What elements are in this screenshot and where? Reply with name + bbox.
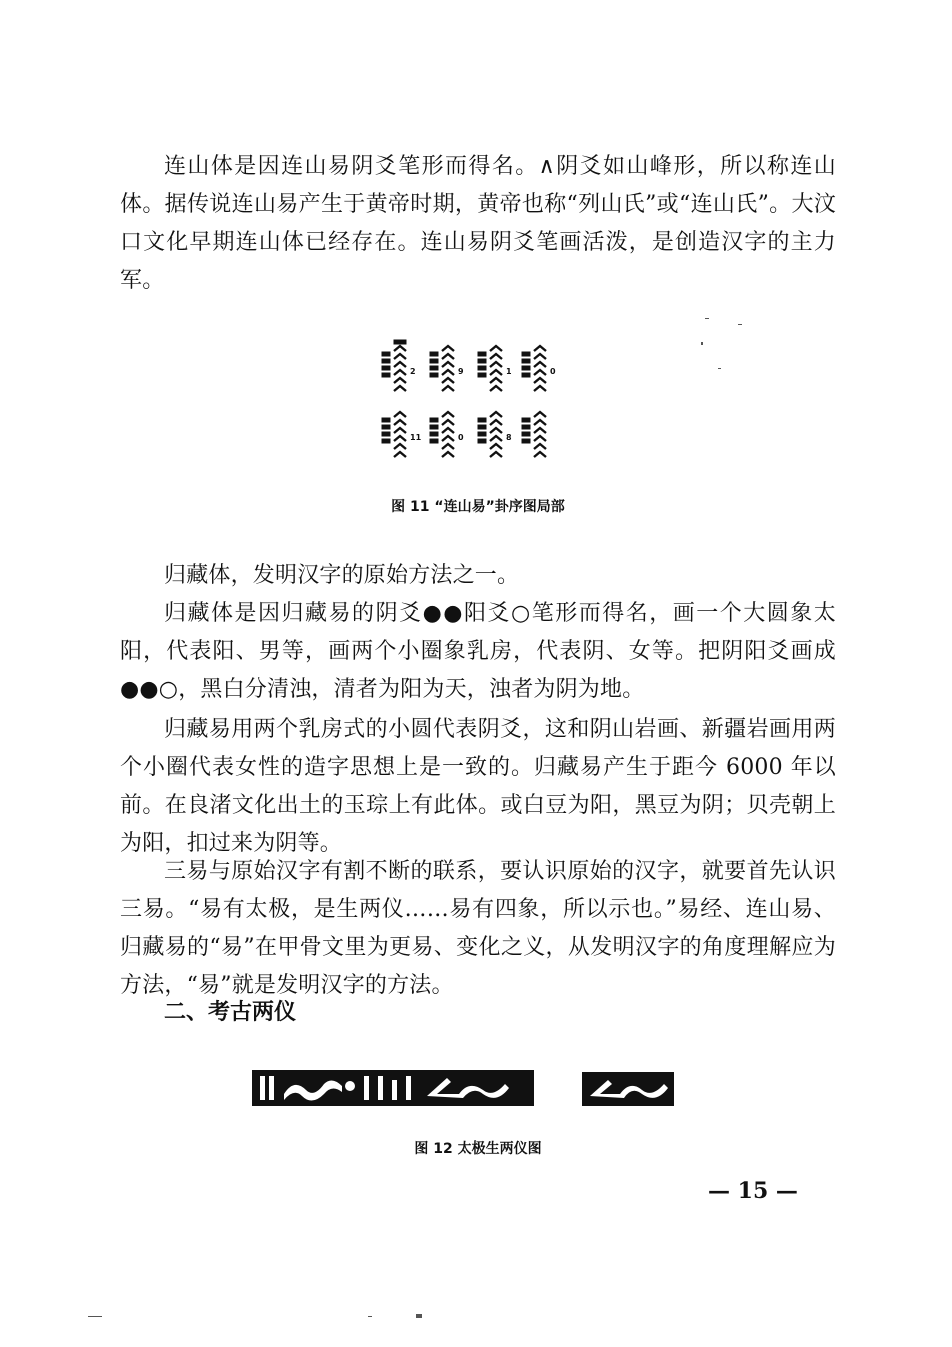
yin-yao-chevron [394, 452, 406, 457]
yin-yao-chevron [490, 420, 502, 425]
hexagram-label-glyph [478, 359, 486, 363]
yin-yao-chevron [534, 362, 546, 367]
hexagram-label-glyph [430, 352, 438, 356]
hexagram-label-glyph [430, 359, 438, 363]
section-heading: 二、考古两仪 [164, 1000, 297, 1025]
yin-yao-chevron [394, 428, 406, 433]
hexagram-sequence-number: 8 [506, 433, 512, 442]
yin-yao-chevron [534, 452, 546, 457]
hexagram-label-glyph [430, 366, 438, 370]
yin-yao-chevron [490, 452, 502, 457]
yin-yao-chevron [490, 428, 502, 433]
yin-yao-chevron [534, 378, 546, 383]
figure-11-caption: 图 11 “连山易”卦序图局部 [391, 499, 565, 515]
hexagram-label-glyph [522, 366, 530, 370]
hexagram-label-glyph [478, 439, 486, 443]
yin-yao-chevron [442, 354, 454, 359]
paragraph-guizang-intro: 归藏体，发明汉字的原始方法之一。 [164, 563, 520, 588]
yin-yao-chevron [534, 386, 546, 391]
yin-yao-chevron [394, 412, 406, 417]
page-number: — 15 — [708, 1178, 798, 1204]
hexagram-sequence-number: 0 [550, 367, 556, 376]
paragraph-guizang-definition: 归藏体是因归藏易的阴爻●●阳爻○笔形而得名，画一个大圆象太阳，代表阳、男等，画两个小圈象乳房，代表阴、女等。把阴阳爻画成●●○，黑白分清浊，清者为阳为天，浊者为阴为地。 [120, 601, 836, 702]
yin-yao-chevron [394, 346, 406, 351]
hexagram-label-glyph [478, 425, 486, 429]
yin-yao-chevron [534, 436, 546, 441]
scan-speck [705, 318, 709, 319]
hexagram-label-glyph [522, 352, 530, 356]
yin-yao-chevron [442, 452, 454, 457]
figure-12-caption: 图 12 太极生两仪图 [414, 1141, 542, 1157]
yin-yao-chevron [394, 370, 406, 375]
yin-yao-chevron [490, 378, 502, 383]
yin-yao-chevron [442, 436, 454, 441]
yin-yao-chevron [394, 420, 406, 425]
yin-yao-chevron [534, 444, 546, 449]
paragraph-sanyi: 三易与原始汉字有割不断的联系，要认识原始的汉字，就要首先认识三易。“易有太极，是生两仪……易有四象，所以示也。”易经、连山易、归藏易的“易”在甲骨文里为更易、变化之义，从发明汉字的角度理解应为方法，“易”就是发明汉字的方法。 [120, 859, 836, 998]
yin-yao-chevron [534, 412, 546, 417]
hexagram-label-glyph [430, 439, 438, 443]
yin-yao-chevron [534, 420, 546, 425]
yin-yao-chevron [490, 412, 502, 417]
scan-speck [416, 1314, 422, 1318]
yin-yao-chevron [442, 346, 454, 351]
hexagram-label-glyph [382, 373, 390, 377]
yin-yao-chevron [490, 436, 502, 441]
hexagram-label-glyph [522, 359, 530, 363]
yin-yao-chevron [394, 354, 406, 359]
hexagram-sequence-number: 1 [506, 367, 512, 376]
yin-yao-chevron [442, 412, 454, 417]
yin-yao-chevron [490, 444, 502, 449]
yin-yao-chevron [394, 378, 406, 383]
hexagram-label-glyph [430, 425, 438, 429]
yin-yao-chevron [394, 386, 406, 391]
hexagram-label-glyph [430, 432, 438, 436]
hexagram-label-glyph [382, 359, 390, 363]
yin-yao-chevron [442, 378, 454, 383]
yin-yao-chevron [490, 370, 502, 375]
figure-11-lianshan-hexagram-diagram [380, 334, 570, 464]
hexagram-label-glyph [478, 418, 486, 422]
hexagram-sequence-number: 2 [410, 367, 416, 376]
scan-speck [88, 1316, 102, 1317]
yin-yao-chevron [394, 362, 406, 367]
hexagram-label-glyph [522, 432, 530, 436]
yin-yao-chevron [534, 354, 546, 359]
hexagram-label-glyph [382, 439, 390, 443]
scan-speck [738, 324, 742, 325]
hexagram-label-glyph [430, 373, 438, 377]
hexagram-label-glyph [478, 373, 486, 377]
hexagram-label-glyph [382, 425, 390, 429]
hexagram-label-glyph [478, 352, 486, 356]
hexagram-label-glyph [522, 439, 530, 443]
hexagram-label-glyph [522, 418, 530, 422]
paragraph-guizang-history: 归藏易用两个乳房式的小圆代表阴爻，这和阴山岩画、新疆岩画用两个小圈代表女性的造字思想上是一致的。归藏易产生于距今 6000 年以前。在良渚文化出土的玉琮上有此体。或白豆为阳，黑豆为阴；贝壳朝上为阳，扣过来为阴等。 [120, 717, 836, 856]
yin-yao-chevron [490, 346, 502, 351]
hexagram-label-glyph [478, 366, 486, 370]
yin-yao-chevron [442, 386, 454, 391]
hexagram-sequence-number: 9 [458, 367, 464, 376]
yin-yao-chevron [534, 346, 546, 351]
hexagram-label-glyph [382, 352, 390, 356]
hexagram-sequence-number: 0 [458, 433, 464, 442]
paragraph-lianshan: 连山体是因连山易阴爻笔形而得名。∧阴爻如山峰形，所以称连山体。据传说连山易产生于黄帝时期，黄帝也称“列山氏”或“连山氏”。大汶口文化早期连山体已经存在。连山易阴爻笔画活泼，是创造汉字的主力军。 [120, 154, 836, 293]
yin-yao-chevron [490, 386, 502, 391]
hexagram-label-glyph [382, 432, 390, 436]
yin-yao-chevron [442, 428, 454, 433]
hexagram-label-glyph [382, 418, 390, 422]
yin-yao-chevron [394, 444, 406, 449]
hexagram-label-glyph [522, 425, 530, 429]
yin-yao-chevron [394, 436, 406, 441]
hexagram-label-glyph [478, 432, 486, 436]
hexagram-label-glyph [522, 373, 530, 377]
yin-yao-chevron [534, 428, 546, 433]
yin-yao-chevron [442, 362, 454, 367]
yang-yao-bar [394, 340, 406, 344]
yin-yao-chevron [534, 370, 546, 375]
yin-yao-chevron [442, 444, 454, 449]
hexagram-sequence-number: 11 [410, 433, 422, 442]
hexagram-label-glyph [382, 366, 390, 370]
yin-yao-chevron [442, 370, 454, 375]
scan-speck [718, 368, 721, 369]
yin-yao-chevron [490, 354, 502, 359]
scan-speck [368, 1316, 372, 1317]
figure-12-taiji-liangyi-image [252, 1064, 676, 1112]
yin-yao-chevron [490, 362, 502, 367]
scan-speck [701, 342, 703, 345]
hexagram-label-glyph [430, 418, 438, 422]
yin-yao-chevron [442, 420, 454, 425]
